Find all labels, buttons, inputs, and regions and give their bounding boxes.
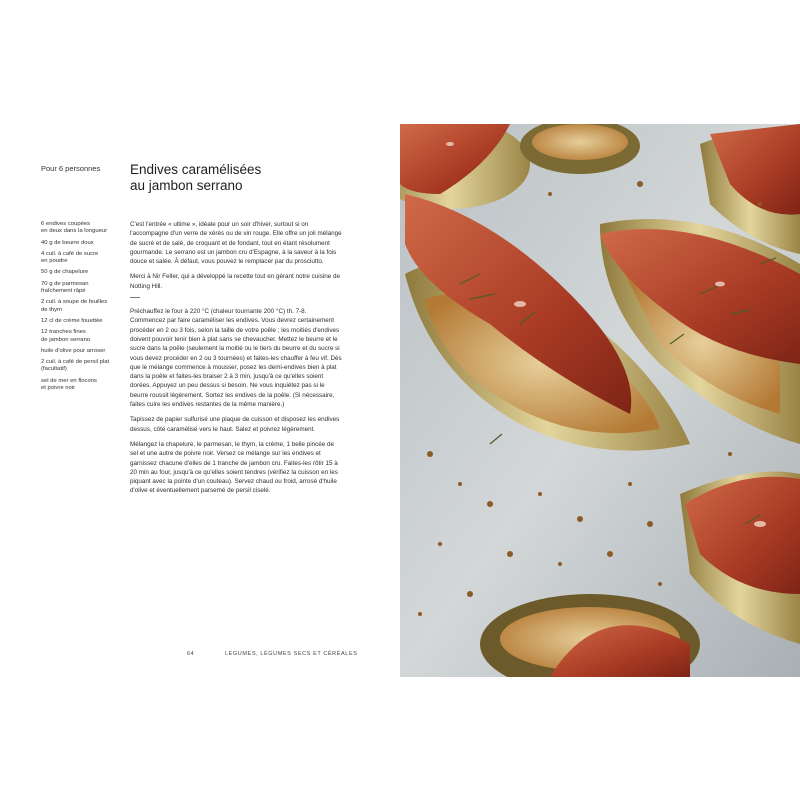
method-step: Mélangez la chapelure, le parmesan, le thym, la crème, 1 belle pincée de sel et une autre de poivre noir. Versez ce mélange sur les endives et garnissez chacune d'elles de 1 tranche de jambon cru. Faites-les rôtir 15 à 20 min au four, jusqu'à ce qu'elles soient tendres (vérifiez la cuisson en les piquant avec la pointe d'un couteau). Servez chaud ou froid, arrosé d'huile d'olive et éventuellement parsemé de persil ciselé.: [130, 440, 338, 495]
ingredient-item: sel de mer en flocons et poivre noir: [41, 377, 97, 392]
ingredient-item: 4 cuil. à café de sucre en poudre: [41, 250, 99, 265]
ingredient-item: 2 cuil. à café de persil plat (facultatif): [41, 359, 110, 373]
page-number: 64: [187, 651, 195, 657]
left-page: [0, 124, 400, 677]
ingredient-item: huile d'olive pour arroser: [41, 347, 106, 354]
recipe-title: [130, 162, 370, 194]
food-illustration: [400, 124, 800, 677]
ingredient-item: 40 g de beurre doux: [41, 239, 94, 246]
ingredient-item: 12 cl de crème fouettée: [41, 317, 103, 324]
intro-paragraph: C'est l'entrée « ultime », idéale pour un soir d'hiver, surtout si on l'accompagne d'un verre de xérès ou de vin rouge. Elle offre un joli mélange de sucré et de salé, de croquant et de fondant, tout en étant résolument gourmande. Le serrano est un jambon cru d'Espagne, à la saveur à la fois douce et salée. À défaut, vous pouvez le remplacer par du prosciutto.: [130, 221, 342, 266]
ingredient-list: [41, 221, 121, 396]
ingredient-item: 50 g de chapelure: [41, 269, 89, 276]
running-head: LÉGUMES, LÉGUMES SECS ET CÉRÉALES: [225, 651, 358, 657]
recipe-photo: [400, 124, 800, 677]
intro-paragraph: Merci à Nir Feller, qui a développé la recette tout en gérant notre cuisine de Notting Hill.: [130, 273, 341, 290]
recipe-title-line: au jambon serrano: [130, 178, 243, 193]
ingredient-item: 12 tranches fines de jambon serrano: [41, 329, 91, 343]
method-step: Préchauffez le four à 220 °C (chaleur tournante 200 °C) th. 7-8. Commencez par faire caraméliser les endives. Vous devrez certainement procéder en 2 ou 3 fois, selon la taille de votre poêle ; les moitiés d'endives doivent pouvoir tenir bien à plat sans se chevaucher. Mettez le beurre et le sucre dans la poêle (seulement la moitié ou le tiers du beurre et du sucre si vous devez procéder en 2 ou 3 tournées) et faites-les chauffer à feu vif. Dès que le mélange commence à mousser, posez les demi-endives bien à plat dans la poêle et faites-les braiser 2 à 3 min, jusqu'à ce qu'elles soient dorées. Appuyez un peu dessus si besoin. Ne vous inquiétez pas si le beurre roussit légèrement. Sortez les endives de la poêle. (Si nécessaire, faites cuire les endives restantes de la même manière.): [130, 308, 342, 409]
divider: [130, 297, 140, 298]
ingredient-item: 2 cuil. à soupe de feuilles de thym: [41, 299, 108, 313]
recipe-title-line: Endives caramélisées: [130, 162, 262, 177]
method-step: Tapissez de papier sulfurisé une plaque de cuisson et disposez les endives dessus, côté caramélisé vers le haut. Salez et poivrez légèrement.: [130, 416, 340, 433]
ingredient-item: 70 g de parmesan fraîchement râpé: [41, 280, 89, 295]
recipe-body: [130, 220, 342, 502]
servings-label: Pour 6 personnes: [41, 164, 101, 173]
ingredient-item: 6 endives coupées en deux dans la longueur: [41, 221, 108, 235]
